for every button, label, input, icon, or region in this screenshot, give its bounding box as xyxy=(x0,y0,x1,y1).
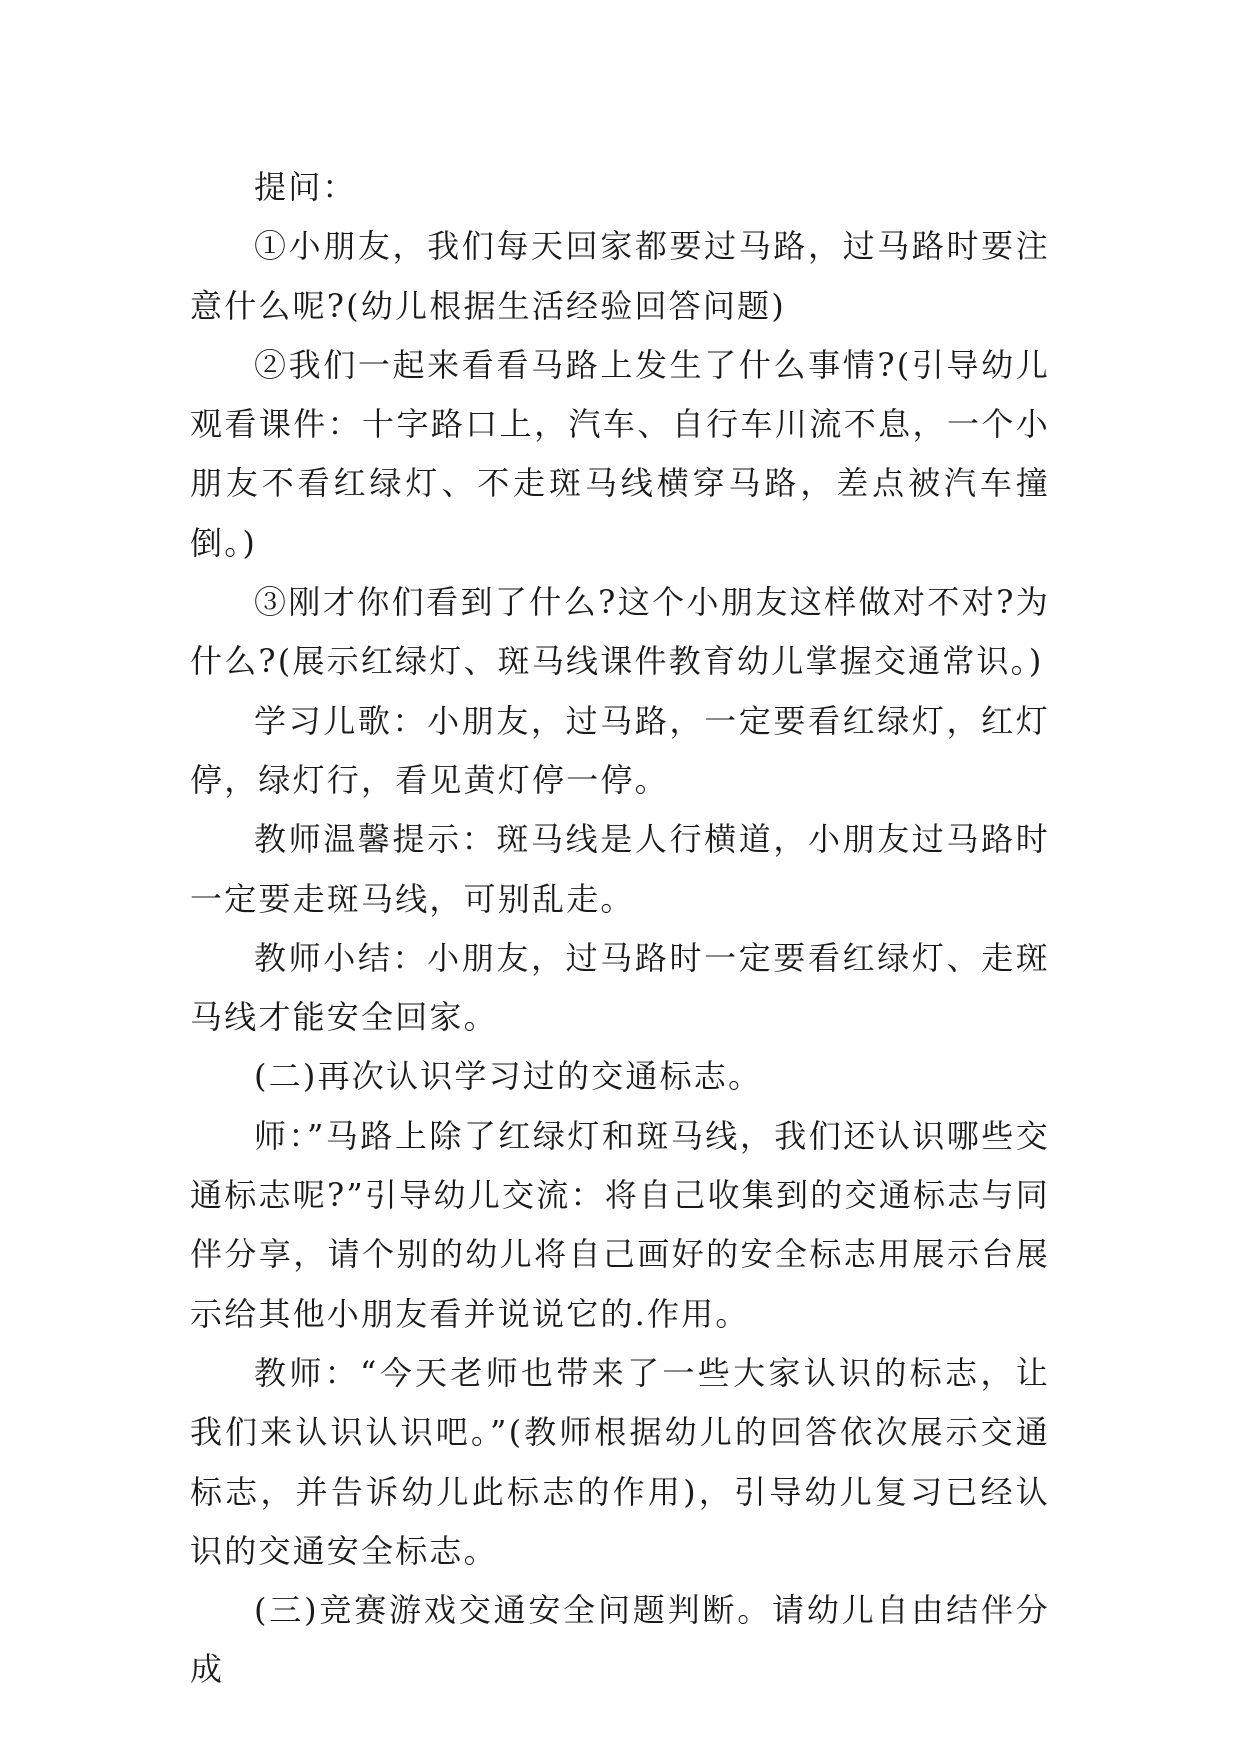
paragraph-teacher-summary: 教师小结：小朋友，过马路时一定要看红绿灯、走斑马线才能安全回家。 xyxy=(190,938,1050,1037)
paragraph-question-heading: 提问： xyxy=(254,168,357,206)
paragraph-section-2-body: 师：”马路上除了红绿灯和斑马线，我们还认识哪些交通标志呢?”引导幼儿交流：将自己收集到的交通标志与同伴分享，请个别的幼儿将自己画好的安全标志用展示台展示给其他小朋友看并说说它的.作用。 xyxy=(190,1116,1050,1333)
paragraph-question-1: ①小朋友，我们每天回家都要过马路，过马路时要注意什么呢?(幼儿根据生活经验回答问题) xyxy=(190,227,1050,325)
paragraph-section-2-heading: (二)再次认识学习过的交通标志。 xyxy=(254,1057,763,1096)
paragraph-section-3-heading: (三)竞赛游戏交通安全问题判断。请幼儿自由结伴分成 xyxy=(190,1591,1050,1689)
document-body xyxy=(190,158,1050,1700)
paragraph-teacher-tip: 教师温馨提示：斑马线是人行横道，小朋友过马路时一定要走斑马线，可别乱走。 xyxy=(190,820,1050,918)
paragraph-question-2: ②我们一起来看看马路上发生了什么事情?(引导幼儿观看课件：十字路口上，汽车、自行车川流不息，一个小朋友不看红绿灯、不走斑马线横穿马路，差点被汽车撞倒。) xyxy=(190,345,1050,562)
paragraph-question-3: ③刚才你们看到了什么?这个小朋友这样做对不对?为什么?(展示红绿灯、斑马线课件教育幼儿掌握交通常识。) xyxy=(190,583,1050,681)
paragraph-teacher-signs: 教师：“今天老师也带来了一些大家认识的标志，让我们来认识认识吧。”(教师根据幼儿的回答依次展示交通标志，并告诉幼儿此标志的作用)，引导幼儿复习已经认识的交通安全标志。 xyxy=(190,1353,1050,1570)
paragraph-nursery-rhyme: 学习儿歌：小朋友，过马路，一定要看红绿灯，红灯停，绿灯行，看见黄灯停一停。 xyxy=(190,701,1050,799)
